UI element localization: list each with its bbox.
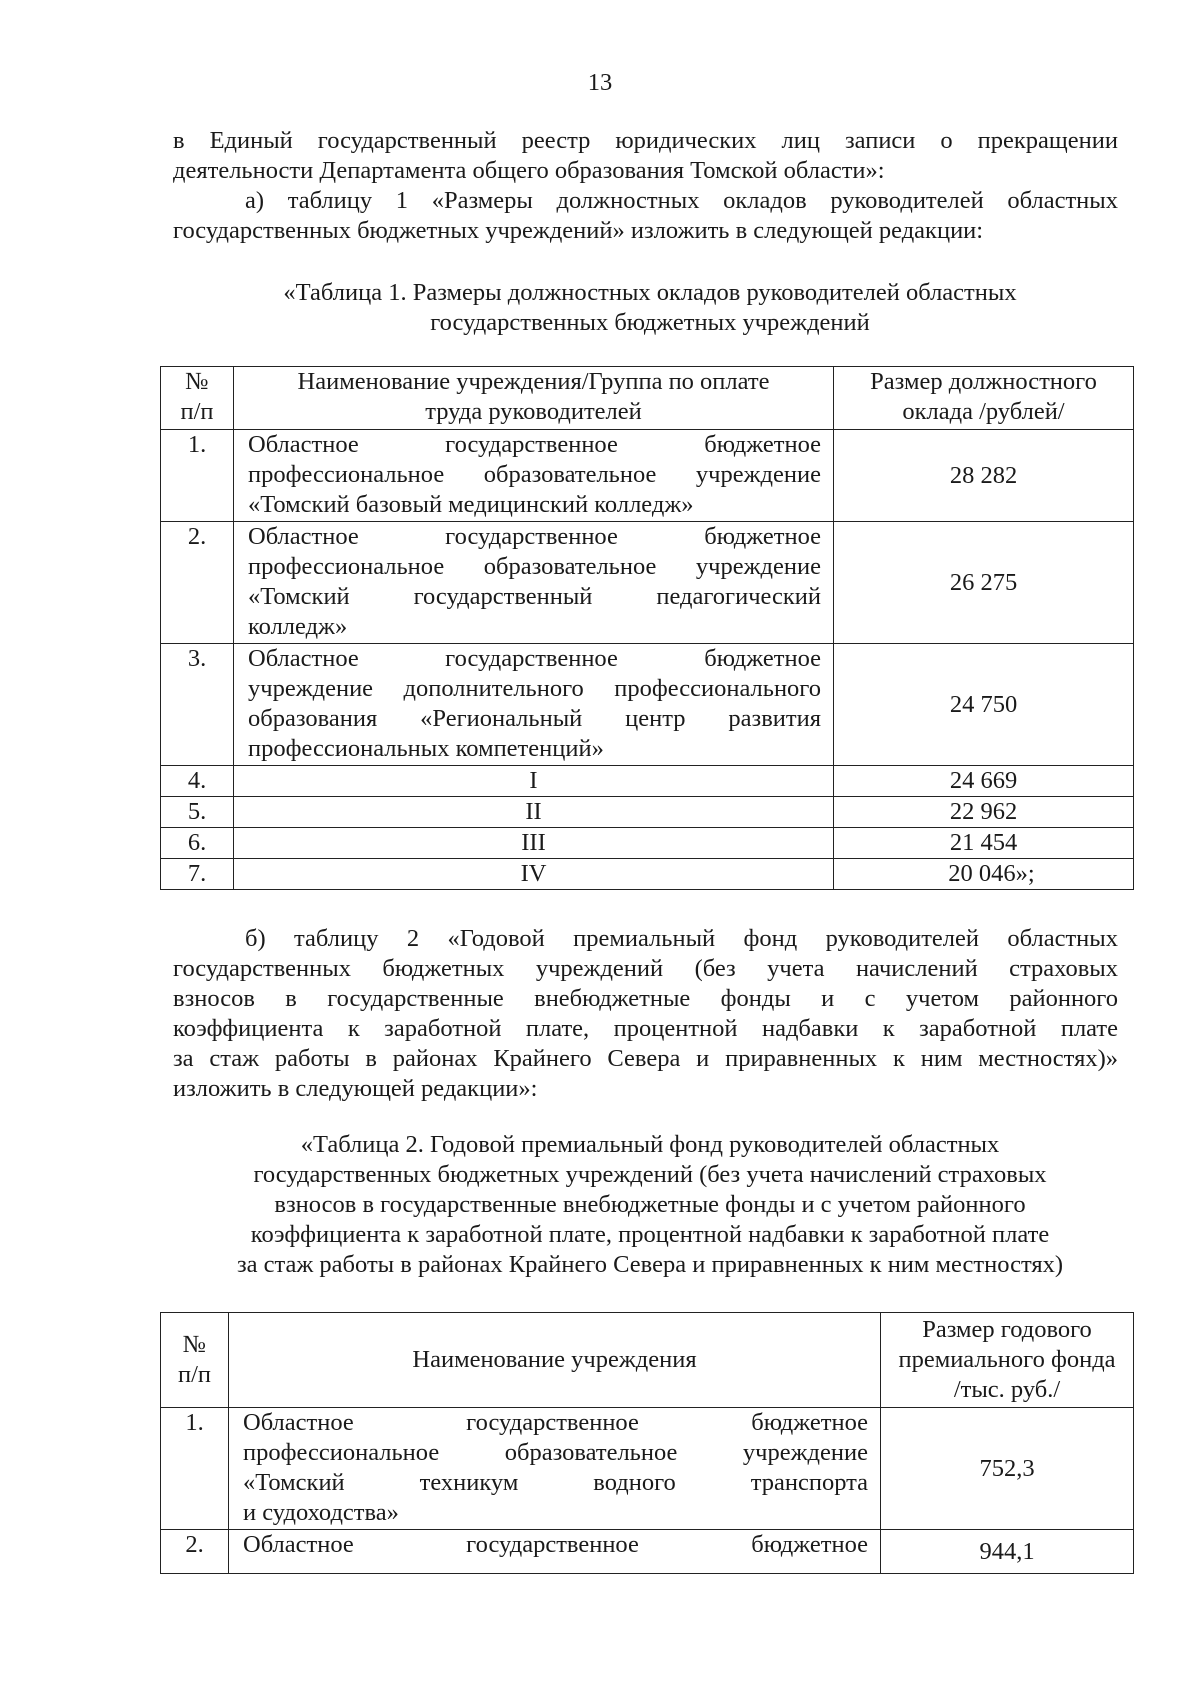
name-line: «Томский техникум водного транспорта (243, 1469, 868, 1496)
row-num: 7. (161, 859, 234, 890)
table-row (161, 430, 1134, 522)
caption-line: коэффициента к заработной плате, процентной надбавки к заработной плате (250, 1221, 1050, 1248)
caption-line: «Таблица 2. Годовой премиальный фонд руководителей областных (300, 1131, 1000, 1158)
header-size-cell (881, 1313, 1134, 1408)
item-b-line: взносов в государственные внебюджетные фонды и с учетом районного (173, 985, 1118, 1012)
row-value: 28 282 (834, 430, 1134, 522)
name-line: Областное государственное бюджетное (243, 1409, 868, 1436)
table2-caption (160, 1130, 1140, 1280)
header-text: Наименование учреждения/Группа по оплате (297, 368, 770, 395)
header-size-cell (834, 367, 1134, 430)
row-group: I (234, 766, 834, 797)
row-value: 22 962 (834, 797, 1134, 828)
name-line: колледж» (248, 613, 348, 640)
row-num: 6. (161, 828, 234, 859)
row-group: IV (234, 859, 834, 890)
table-row (161, 828, 1134, 859)
row-value: 752,3 (881, 1408, 1134, 1530)
row-num: 5. (161, 797, 234, 828)
header-text: № (182, 1331, 207, 1358)
name-line: Областное государственное бюджетное (243, 1531, 868, 1558)
intro-line: деятельности Департамента общего образования Томской области»: (173, 157, 885, 184)
name-line: образования «Региональный центр развития (248, 705, 821, 732)
name-line: профессиональное образовательное учреждение (248, 461, 821, 488)
name-line: «Томский государственный педагогический (248, 583, 821, 610)
caption-line: за стаж работы в районах Крайнего Севера и приравненных к ним местностях) (236, 1251, 1064, 1278)
name-line: профессиональное образовательное учреждение (243, 1439, 868, 1466)
name-line: профессиональных компетенций» (248, 735, 604, 762)
table1 (160, 366, 1134, 890)
row-name (234, 644, 834, 766)
row-num: 4. (161, 766, 234, 797)
row-value: 24 750 (834, 644, 1134, 766)
table1-caption (160, 278, 1140, 338)
header-text: п/п (177, 1361, 212, 1388)
row-name (234, 522, 834, 644)
table-row (161, 859, 1134, 890)
page-number: 13 (587, 69, 613, 96)
header-num-cell (161, 1313, 229, 1408)
table-row (161, 522, 1134, 644)
item-b-line: государственных бюджетных учреждений (без учета начислений страховых (173, 955, 1118, 982)
header-text: п/п (180, 398, 214, 425)
row-num: 1. (161, 430, 234, 522)
row-value: 21 454 (834, 828, 1134, 859)
header-text: премиального фонда (898, 1346, 1116, 1373)
name-line: и судоходства» (243, 1499, 399, 1526)
item-b-line: коэффициента к заработной плате, процентной надбавки к заработной плате (173, 1015, 1118, 1042)
header-text: труда руководителей (425, 398, 642, 425)
name-line: «Томский базовый медицинский колледж» (248, 491, 694, 518)
caption-line: государственных бюджетных учреждений (430, 309, 870, 336)
row-name (234, 430, 834, 522)
table-row (161, 1530, 1134, 1574)
row-value: 26 275 (834, 522, 1134, 644)
header-name-cell: Наименование учреждения (229, 1313, 881, 1408)
row-value: 944,1 (881, 1530, 1134, 1574)
item-b-paragraph (173, 924, 1118, 1104)
table-header-row (161, 367, 1134, 430)
item-b-line: за стаж работы в районах Крайнего Севера и приравненных к ним местностях)» (173, 1045, 1118, 1072)
row-num: 1. (161, 1408, 229, 1530)
header-text: № (185, 368, 209, 395)
header-text: оклада /рублей/ (902, 398, 1065, 425)
table-row (161, 1408, 1134, 1530)
table-row (161, 797, 1134, 828)
caption-line: взносов в государственные внебюджетные фонды и с учетом районного (274, 1191, 1026, 1218)
table2 (160, 1312, 1134, 1574)
item-a-line: государственных бюджетных учреждений» изложить в следующей редакции: (173, 217, 984, 244)
intro-line: в Единый государственный реестр юридических лиц записи о прекращении (173, 127, 1118, 154)
item-b-line: изложить в следующей редакции»: (173, 1075, 538, 1102)
header-text: Размер должностного (870, 368, 1097, 395)
caption-line: государственных бюджетных учреждений (без учета начислений страховых (253, 1161, 1047, 1188)
row-num: 3. (161, 644, 234, 766)
name-line: профессиональное образовательное учреждение (248, 553, 821, 580)
name-line: Областное государственное бюджетное (248, 645, 821, 672)
row-value: 20 046»; (834, 859, 1134, 890)
table-row (161, 644, 1134, 766)
name-line: учреждение дополнительного профессионального (248, 675, 821, 702)
row-num: 2. (161, 1530, 229, 1574)
name-line: Областное государственное бюджетное (248, 523, 821, 550)
header-text: Размер годового (922, 1316, 1092, 1343)
header-num-cell (161, 367, 234, 430)
header-name-cell (234, 367, 834, 430)
intro-paragraph (173, 126, 1118, 246)
row-num: 2. (161, 522, 234, 644)
row-value: 24 669 (834, 766, 1134, 797)
item-a-line: а) таблицу 1 «Размеры должностных окладов руководителей областных (245, 187, 1118, 214)
row-group: III (234, 828, 834, 859)
row-name (229, 1530, 881, 1574)
header-text: /тыс. руб./ (953, 1376, 1061, 1403)
caption-line: «Таблица 1. Размеры должностных окладов руководителей областных (283, 279, 1017, 306)
table-row (161, 766, 1134, 797)
table-header-row (161, 1313, 1134, 1408)
row-name (229, 1408, 881, 1530)
row-group: II (234, 797, 834, 828)
name-line: Областное государственное бюджетное (248, 431, 821, 458)
item-b-line: б) таблицу 2 «Годовой премиальный фонд руководителей областных (245, 925, 1118, 952)
